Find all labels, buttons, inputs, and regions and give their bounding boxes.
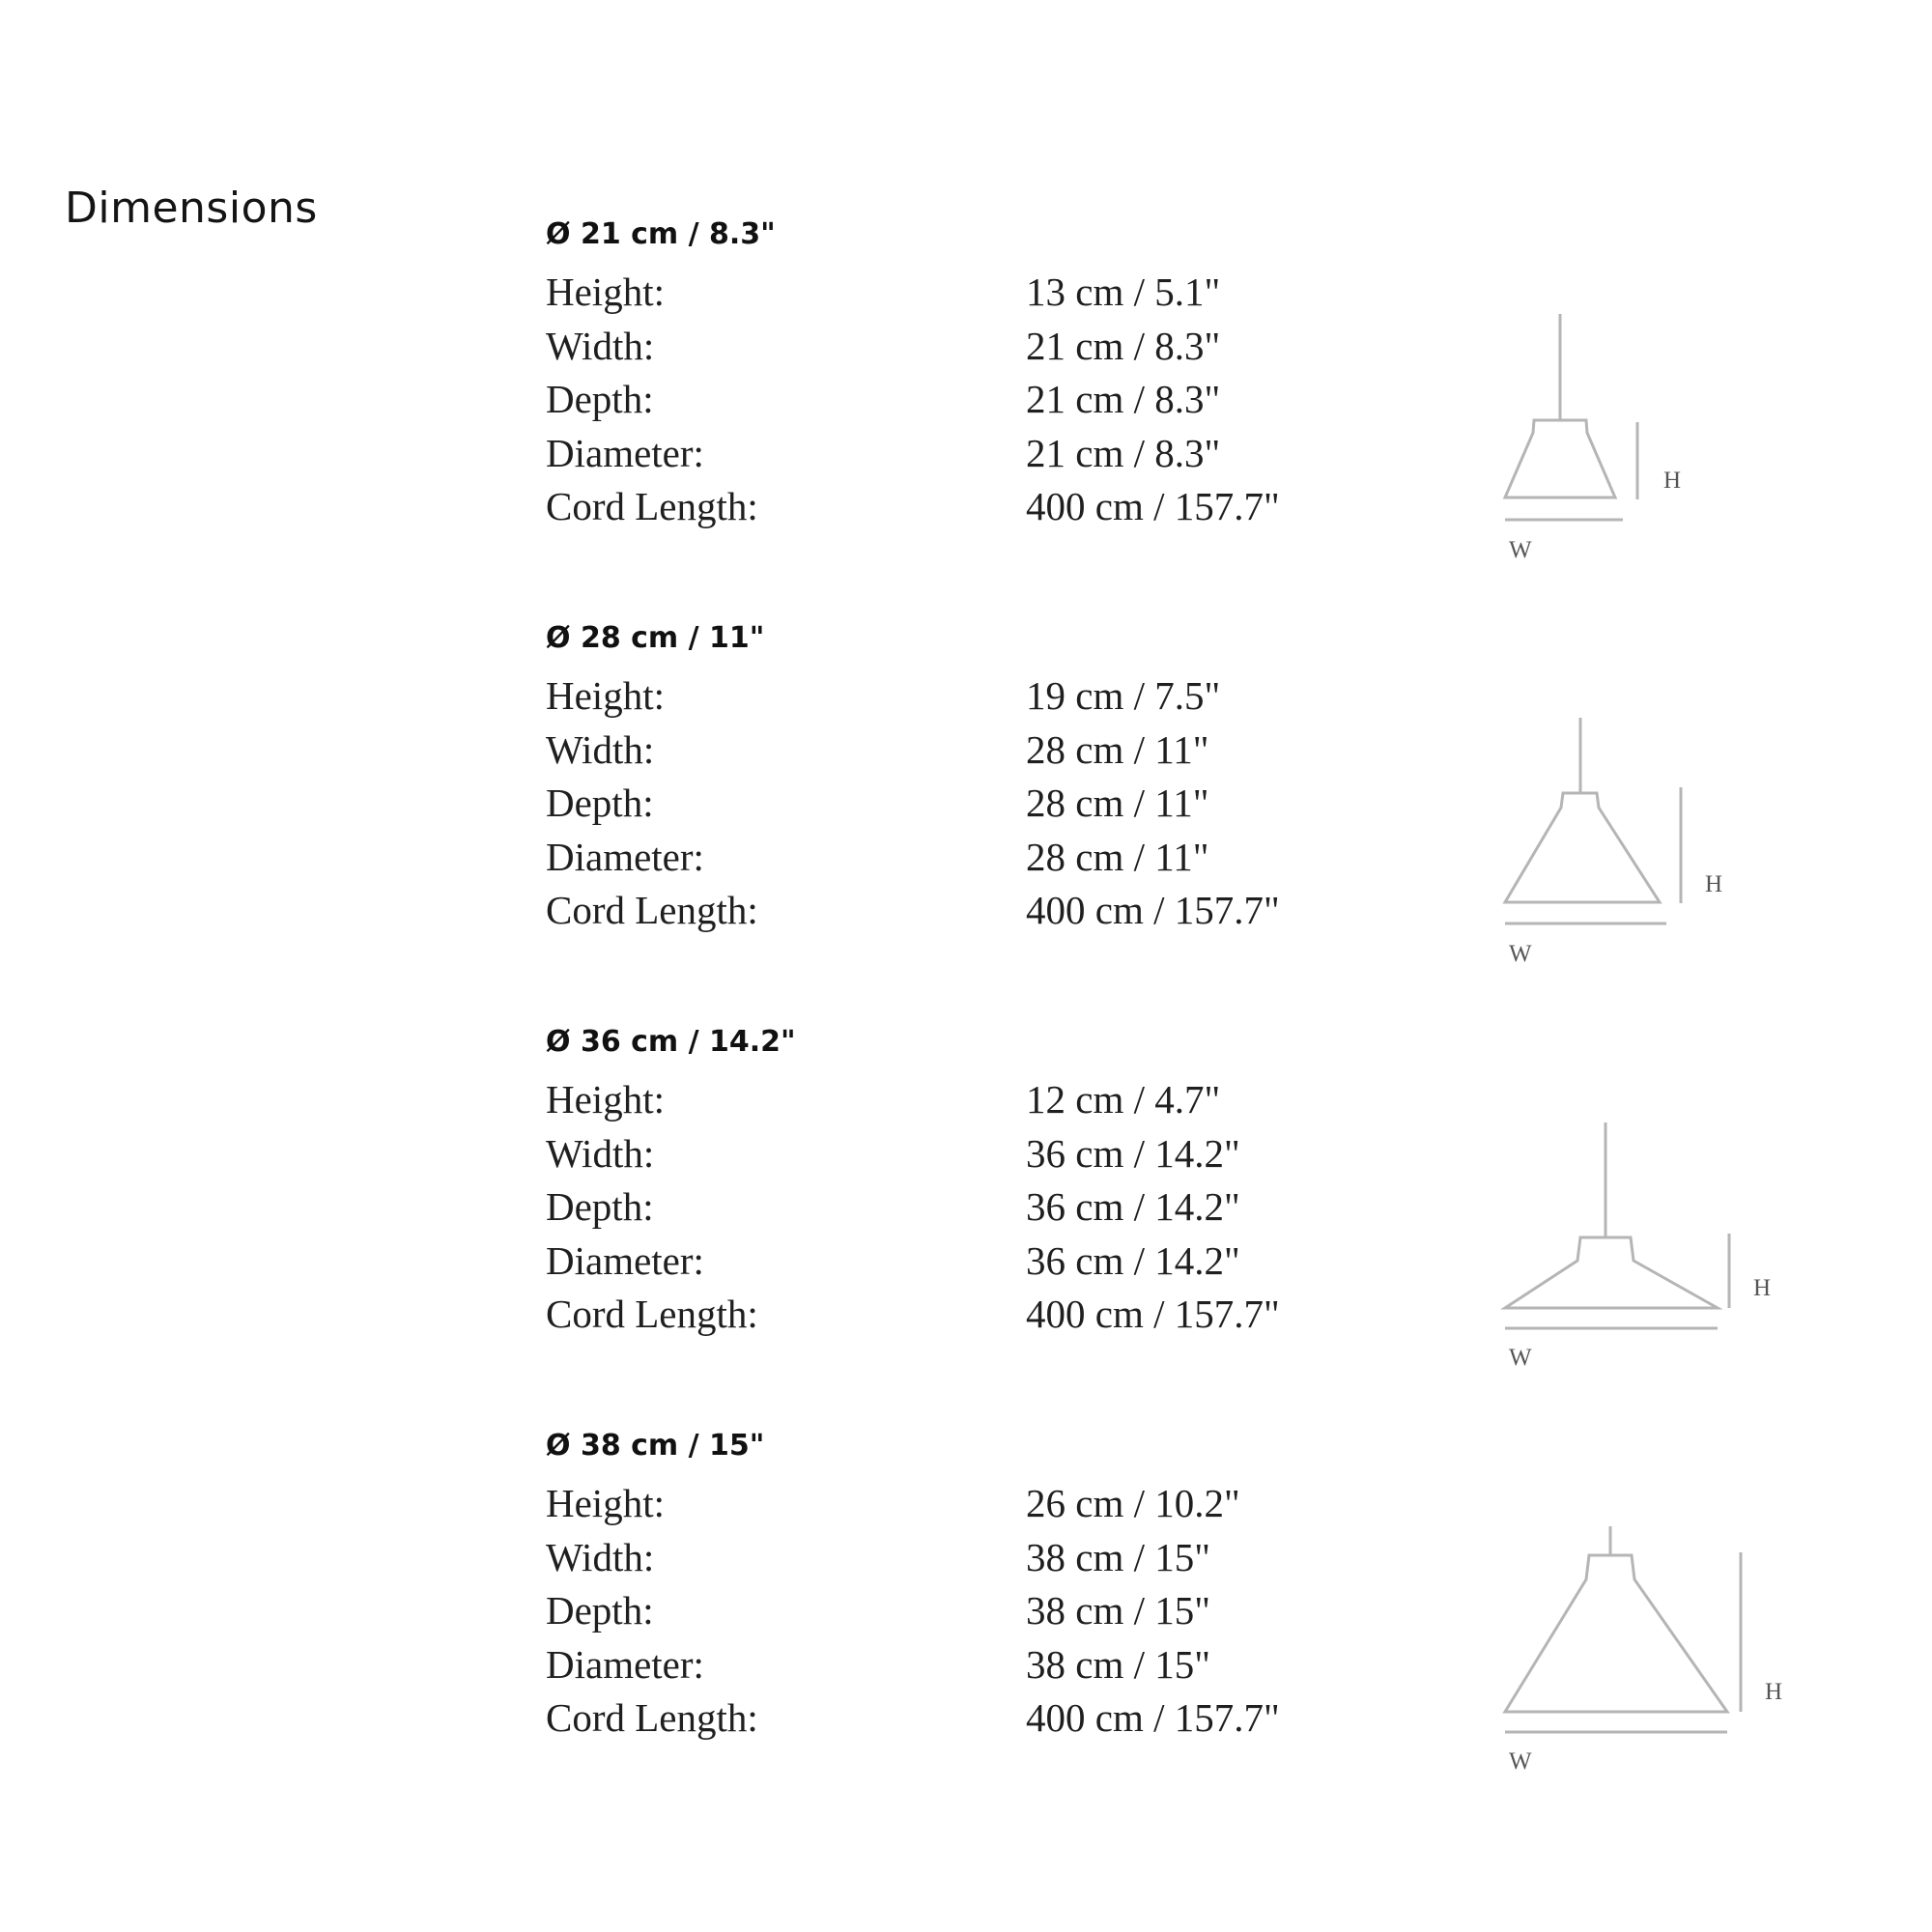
lamp-38cm-diagram-icon [1497,1458,1835,1775]
variant-heading: Ø 38 cm / 15" [546,1429,765,1463]
spec-value: 19 cm / 7.5" [1026,673,1221,718]
spec-label: Cord Length: [546,1292,758,1336]
spec-value: 36 cm / 14.2" [1026,1130,1240,1176]
spec-label: Height: [546,270,665,314]
variant-38cm [546,1429,1850,1834]
diagram-height-label: H [1705,871,1723,897]
diagram-width-label: W [1509,941,1532,967]
spec-row-diameter [546,427,1415,481]
spec-row-depth [546,373,1415,427]
diagram-width-label: W [1509,1345,1532,1371]
spec-value: 21 cm / 8.3" [1026,377,1221,421]
spec-label: Cord Length: [546,1695,758,1740]
spec-list [546,266,1415,534]
spec-row-cord-length [546,884,1415,938]
spec-label: Diameter: [546,1641,704,1687]
variant-heading: Ø 36 cm / 14.2" [546,1025,796,1059]
spec-row-depth [546,1584,1415,1638]
shade-outline [1505,420,1615,497]
spec-value: 400 cm / 157.7" [1026,888,1280,932]
spec-label: Depth: [546,781,654,825]
spec-value: 28 cm / 11" [1026,834,1209,879]
spec-label: Cord Length: [546,888,758,932]
spec-label: Depth: [546,377,654,421]
spec-row-width [546,724,1415,778]
spec-label: Depth: [546,1184,654,1229]
spec-label: Width: [546,1534,655,1579]
spec-row-diameter [546,1638,1415,1692]
spec-value: 21 cm / 8.3" [1026,430,1221,475]
spec-value: 36 cm / 14.2" [1026,1237,1240,1283]
spec-row-depth [546,1180,1415,1235]
spec-label: Cord Length: [546,484,758,528]
spec-label: Diameter: [546,834,704,879]
diagram-height-label: H [1765,1679,1783,1705]
spec-row-height [546,669,1415,724]
spec-row-cord-length [546,1691,1415,1746]
lamp-36cm-diagram-icon [1497,1054,1835,1371]
spec-value: 28 cm / 11" [1026,781,1209,825]
shade-outline [1505,1237,1718,1308]
spec-list [546,669,1415,938]
variant-36cm [546,1025,1850,1431]
spec-row-cord-length [546,1288,1415,1342]
shade-outline [1505,1555,1727,1712]
spec-value: 13 cm / 5.1" [1026,270,1221,314]
variant-21cm [546,217,1850,623]
variant-heading: Ø 21 cm / 8.3" [546,217,776,251]
variant-heading: Ø 28 cm / 11" [546,621,765,655]
spec-value: 400 cm / 157.7" [1026,1695,1280,1740]
spec-label: Width: [546,323,655,368]
shade-outline [1505,793,1660,902]
spec-row-height [546,1073,1415,1127]
spec-row-diameter [546,1235,1415,1289]
spec-list [546,1477,1415,1746]
spec-label: Height: [546,1481,665,1525]
section-title: Dimensions [65,184,318,233]
spec-list [546,1073,1415,1342]
spec-value: 400 cm / 157.7" [1026,1292,1280,1336]
diagram-width-label: W [1509,537,1532,563]
diagram-height-label: H [1753,1275,1772,1301]
spec-value: 12 cm / 4.7" [1026,1077,1221,1122]
diagram-height-label: H [1663,468,1682,494]
spec-row-width [546,1531,1415,1585]
spec-value: 38 cm / 15" [1026,1588,1210,1633]
spec-value: 38 cm / 15" [1026,1534,1210,1579]
spec-row-depth [546,777,1415,831]
lamp-21cm-diagram-icon [1497,246,1835,563]
spec-value: 21 cm / 8.3" [1026,323,1221,368]
spec-label: Depth: [546,1588,654,1633]
spec-row-cord-length [546,480,1415,534]
spec-label: Height: [546,673,665,718]
spec-row-width [546,1127,1415,1181]
spec-label: Width: [546,1130,655,1176]
spec-value: 28 cm / 11" [1026,726,1209,772]
spec-label: Diameter: [546,1237,704,1283]
spec-value: 26 cm / 10.2" [1026,1481,1240,1525]
spec-label: Height: [546,1077,665,1122]
spec-row-diameter [546,831,1415,885]
spec-row-height [546,1477,1415,1531]
spec-value: 38 cm / 15" [1026,1641,1210,1687]
spec-label: Width: [546,726,655,772]
spec-value: 36 cm / 14.2" [1026,1184,1240,1229]
lamp-28cm-diagram-icon [1497,650,1835,967]
diagram-width-label: W [1509,1748,1532,1775]
spec-row-width [546,320,1415,374]
variant-28cm [546,621,1850,1027]
spec-label: Diameter: [546,430,704,475]
spec-row-height [546,266,1415,320]
spec-value: 400 cm / 157.7" [1026,484,1280,528]
